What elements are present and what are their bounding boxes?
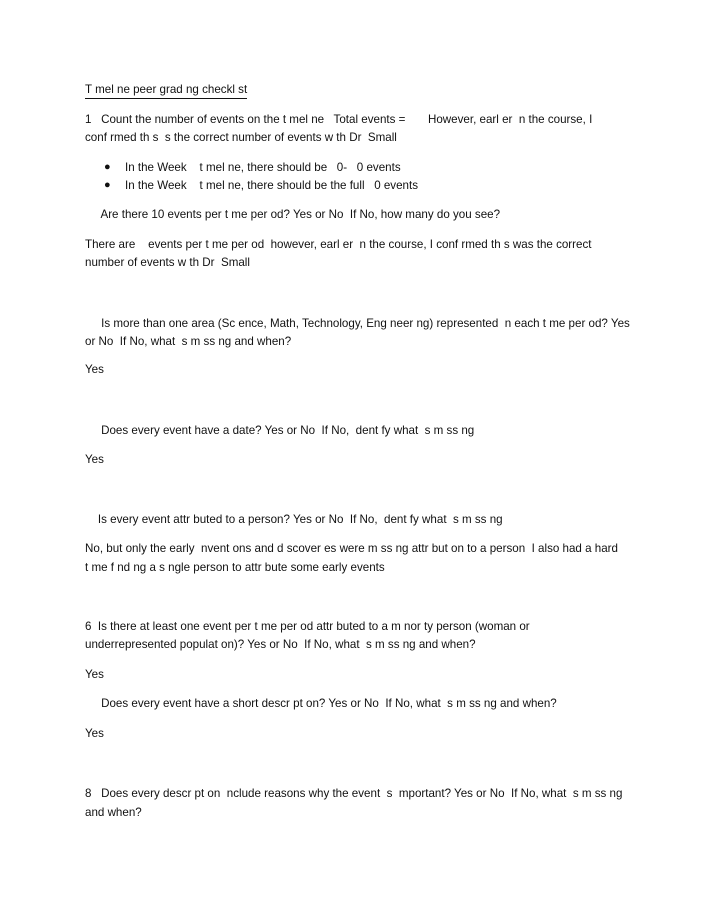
q6-question-line-2: underrepresented populat on)? Yes or No If No, what s m ss ng and when?: [85, 638, 476, 651]
q2-question: Are there 10 events per t me per od? Yes or No If No, how many do you see?: [85, 208, 501, 221]
q3-answer: Yes: [85, 363, 104, 376]
bullet-dot-icon: ●: [104, 161, 111, 173]
q6-answer: Yes: [85, 668, 104, 681]
q2-answer-line-2: number of events w th Dr Small: [85, 256, 250, 269]
q1-bullet-2: In the Week t mel ne, there should be the full 0 events: [125, 179, 419, 192]
q5-question: Is every event attr buted to a person? Yes or No If No, dent fy what s m ss ng: [85, 513, 503, 526]
q7-answer: Yes: [85, 727, 104, 740]
q1-line-1: 1 Count the number of events on the t mel ne Total events = However, earl er n the course, I: [85, 113, 593, 126]
q3-question-line-1: Is more than one area (Sc ence, Math, Technology, Eng neer ng) represented n each t me per od? Yes: [85, 317, 630, 330]
document-title: T mel ne peer grad ng checkl st: [85, 83, 247, 99]
q4-question: Does every event have a date? Yes or No If No, dent fy what s m ss ng: [85, 424, 475, 437]
q8-question-line-2: and when?: [85, 806, 142, 819]
q1-line-2: conf rmed th s s the correct number of events w th Dr Small: [85, 131, 397, 144]
bullet-dot-icon: ●: [104, 179, 111, 191]
q6-question-line-1: 6 Is there at least one event per t me per od attr buted to a m nor ty person (woman or: [85, 620, 530, 633]
q2-answer-line-1: There are events per t me per od however, earl er n the course, I conf rmed th s was the correct: [85, 238, 592, 251]
q3-question-line-2: or No If No, what s m ss ng and when?: [85, 335, 292, 348]
q1-bullet-1: In the Week t mel ne, there should be 0- 0 events: [125, 161, 401, 174]
q7-question: Does every event have a short descr pt on? Yes or No If No, what s m ss ng and when?: [85, 697, 557, 710]
q5-answer-line-1: No, but only the early nvent ons and d scover es were m ss ng attr but on to a person I also had a hard: [85, 542, 618, 555]
q5-answer-line-2: t me f nd ng a s ngle person to attr bute some early events: [85, 561, 385, 574]
q4-answer: Yes: [85, 453, 104, 466]
q8-question-line-1: 8 Does every descr pt on nclude reasons why the event s mportant? Yes or No If No, what s m ss ng: [85, 787, 623, 800]
